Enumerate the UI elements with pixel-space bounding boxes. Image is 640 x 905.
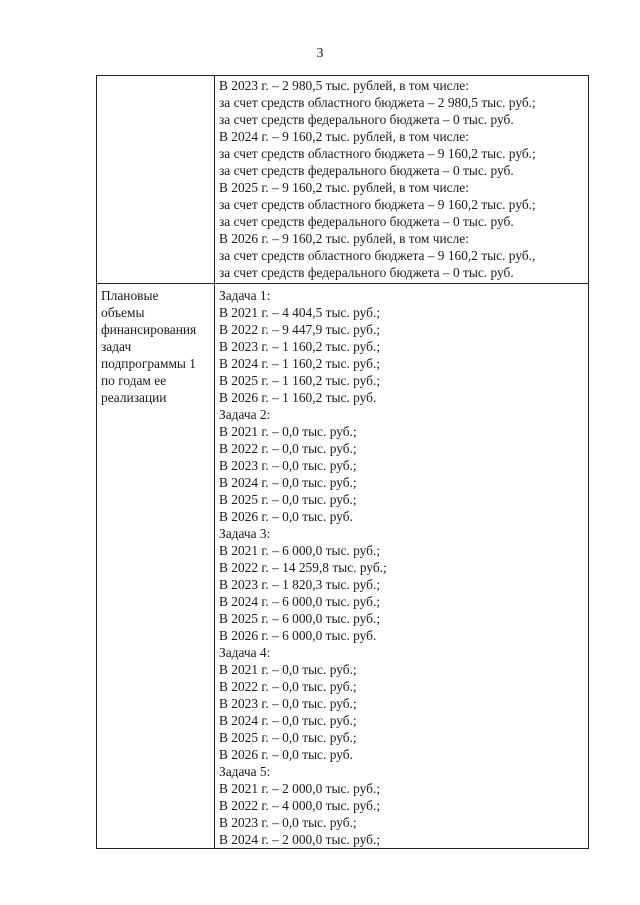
text-line: В 2022 г. – 9 447,9 тыс. руб.; [219,322,381,337]
text-line: В 2022 г. – 0,0 тыс. руб.; [219,679,357,694]
text-line: В 2021 г. – 0,0 тыс. руб.; [219,424,357,439]
text-line: Задача 4: [219,645,271,660]
table-row [97,76,589,284]
text-line: В 2022 г. – 0,0 тыс. руб.; [219,441,357,456]
text-line: за счет средств федерального бюджета – 0 тыс. руб. [219,163,514,178]
text-line: за счет средств федерального бюджета – 0 тыс. руб. [219,214,514,229]
text-line: В 2024 г. – 6 000,0 тыс. руб.; [219,594,381,609]
text-line: В 2024 г. – 1 160,2 тыс. руб.; [219,356,381,371]
text-line: В 2026 г. – 1 160,2 тыс. руб. [219,390,377,405]
text-line: за счет средств областного бюджета – 9 160,2 тыс. руб.; [219,146,536,161]
text-line: за счет средств федерального бюджета – 0 тыс. руб. [219,265,514,280]
text-line: В 2021 г. – 0,0 тыс. руб.; [219,662,357,677]
text-line: В 2025 г. – 9 160,2 тыс. рублей, в том числе: [219,180,469,195]
text-line: В 2026 г. – 6 000,0 тыс. руб. [219,628,377,643]
row-label-line: подпрограммы 1 [101,356,196,371]
text-line: В 2026 г. – 9 160,2 тыс. рублей, в том числе: [219,231,469,246]
text-line: за счет средств областного бюджета – 9 160,2 тыс. руб.; [219,197,536,212]
text-line: Задача 5: [219,764,271,779]
text-line: Задача 1: [219,288,271,303]
text-line: В 2025 г. – 6 000,0 тыс. руб.; [219,611,381,626]
row-label-line: объемы [101,305,145,320]
page-number: 3 [316,46,324,61]
row-label-line: по годам ее [101,373,167,388]
text-line: В 2024 г. – 0,0 тыс. руб.; [219,713,357,728]
financing-table [96,75,589,849]
task-financing-cell [215,284,589,849]
text-line: В 2022 г. – 14 259,8 тыс. руб.; [219,560,387,575]
row-label-line: финансирования [101,322,197,337]
text-line: В 2021 г. – 2 000,0 тыс. руб.; [219,781,381,796]
text-line: В 2023 г. – 0,0 тыс. руб.; [219,696,357,711]
text-line: В 2026 г. – 0,0 тыс. руб. [219,509,353,524]
text-line: В 2024 г. – 2 000,0 тыс. руб.; [219,832,381,847]
text-line: В 2021 г. – 4 404,5 тыс. руб.; [219,305,381,320]
text-line: В 2023 г. – 1 160,2 тыс. руб.; [219,339,381,354]
text-line: В 2025 г. – 0,0 тыс. руб.; [219,730,357,745]
text-line: за счет средств областного бюджета – 2 980,5 тыс. руб.; [219,95,536,110]
text-line: В 2023 г. – 0,0 тыс. руб.; [219,458,357,473]
text-line: В 2025 г. – 1 160,2 тыс. руб.; [219,373,381,388]
text-line: за счет средств областного бюджета – 9 160,2 тыс. руб., [219,248,536,263]
table-row [97,284,589,849]
text-line: В 2025 г. – 0,0 тыс. руб.; [219,492,357,507]
budget-breakdown-cell [215,76,589,284]
text-line: В 2023 г. – 2 980,5 тыс. рублей, в том числе: [219,78,469,93]
text-line: В 2021 г. – 6 000,0 тыс. руб.; [219,543,381,558]
row-label-line: задач [101,339,132,354]
text-line: В 2023 г. – 1 820,3 тыс. руб.; [219,577,381,592]
text-line: В 2023 г. – 0,0 тыс. руб.; [219,815,357,830]
row-label-cell [97,76,215,284]
text-line: В 2022 г. – 4 000,0 тыс. руб.; [219,798,381,813]
row-label-cell [97,284,215,849]
text-line: В 2026 г. – 0,0 тыс. руб. [219,747,353,762]
text-line: В 2024 г. – 9 160,2 тыс. рублей, в том числе: [219,129,469,144]
text-line: В 2024 г. – 0,0 тыс. руб.; [219,475,357,490]
text-line: Задача 2: [219,407,271,422]
text-line: за счет средств федерального бюджета – 0 тыс. руб. [219,112,514,127]
row-label-line: Плановые [101,288,159,303]
text-line: Задача 3: [219,526,271,541]
row-label-line: реализации [101,390,167,405]
